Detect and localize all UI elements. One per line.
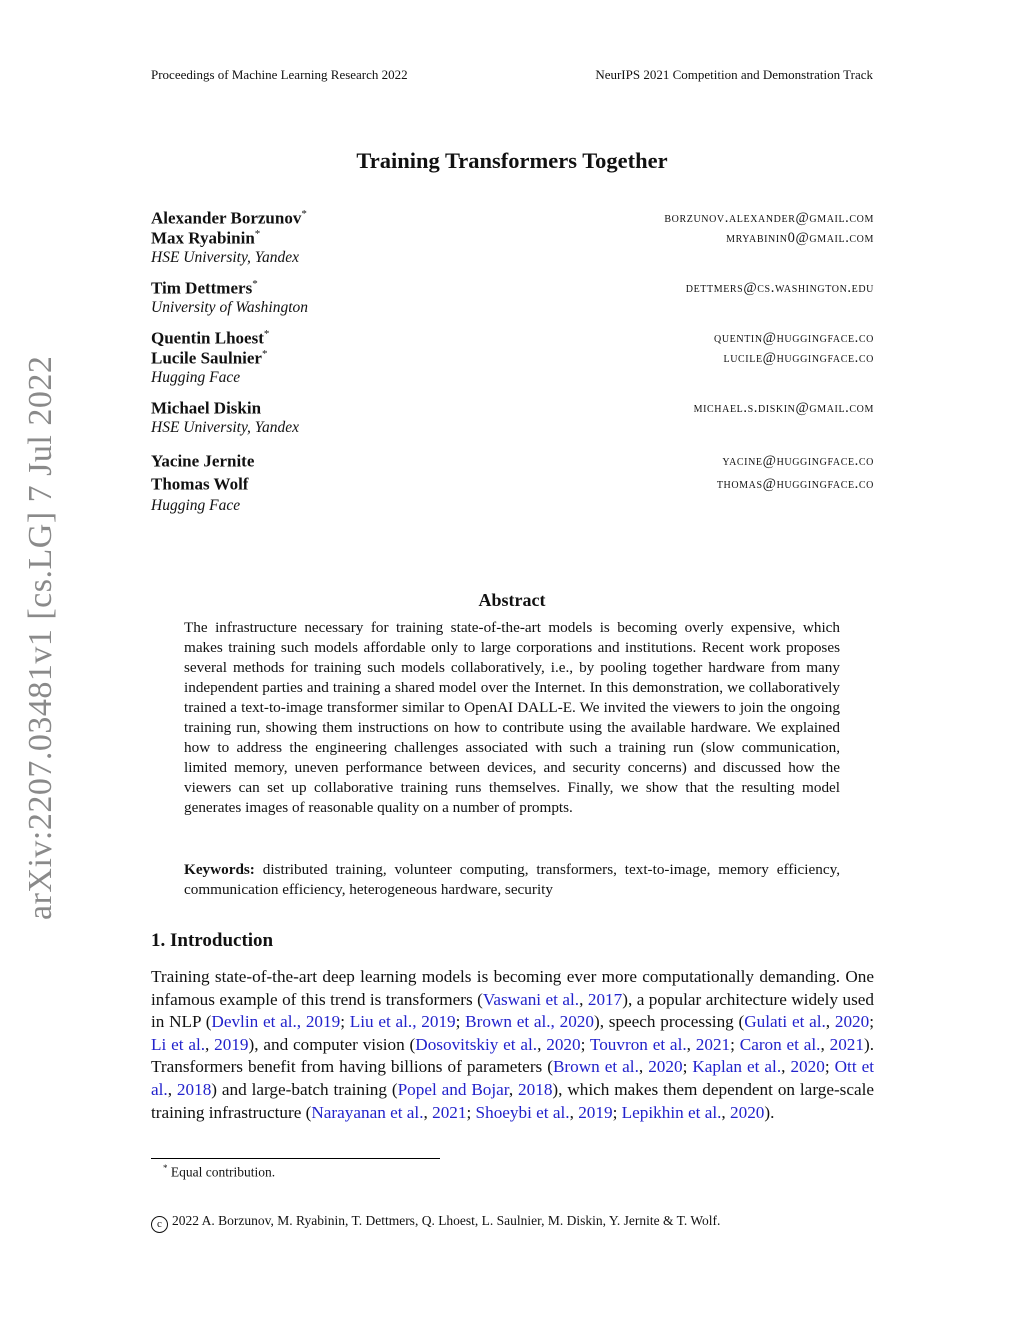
intro-text: ; <box>612 1102 622 1122</box>
intro-text: , <box>781 1057 791 1077</box>
intro-text: ), speech processing ( <box>593 1012 745 1032</box>
intro-text: ; <box>340 1012 350 1032</box>
running-header-right: NeurIPS 2021 Competition and Demonstration Track <box>595 67 873 82</box>
citation-link[interactable]: 2021 <box>829 1034 864 1054</box>
copyright-text: 2022 A. Borzunov, M. Ryabinin, T. Dettmers, Q. Lhoest, L. Saulnier, M. Diskin, Y. Jernite & T. Wolf. <box>172 1213 721 1228</box>
citation-link[interactable]: Kaplan et al. <box>692 1057 782 1077</box>
citation-link[interactable]: 2019 <box>578 1102 613 1122</box>
author-email[interactable]: thomas@huggingface.co <box>716 476 874 492</box>
author-name: Max Ryabinin* <box>151 228 261 248</box>
intro-text: ) and large-batch training ( <box>211 1079 398 1099</box>
author-name: Yacine Jernite <box>151 451 255 471</box>
intro-text: ), a popular architecture widely used in NLP ( <box>151 989 875 1032</box>
author-name: Quentin Lhoest* <box>151 328 270 348</box>
citation-link[interactable]: 2020 <box>730 1102 765 1122</box>
intro-text: ; <box>682 1057 693 1077</box>
author-email[interactable]: yacine@huggingface.co <box>722 453 874 469</box>
author-affiliation: HSE University, Yandex <box>151 419 299 436</box>
citation-link[interactable]: Lepikhin et al. <box>621 1102 722 1122</box>
intro-text: , <box>537 1034 547 1054</box>
author-email[interactable]: dettmers@cs.washington.edu <box>685 280 874 296</box>
intro-text: ; <box>466 1102 476 1122</box>
author-affiliation: University of Washington <box>151 299 309 316</box>
abstract-heading: Abstract <box>478 590 546 610</box>
citation-link[interactable]: Shoeybi et al. <box>475 1102 570 1122</box>
keywords-list: distributed training, volunteer computing, transformers, text-to-image, memory efficiency, communication efficiency, heterogeneous hardware, security <box>184 861 840 898</box>
citation-link[interactable]: Devlin et al., 2019 <box>211 1012 341 1032</box>
copyright-icon: c <box>151 1216 168 1233</box>
intro-text: ; <box>730 1034 740 1054</box>
section-heading-introduction: 1. Introduction <box>151 930 274 951</box>
intro-text: , <box>508 1079 519 1099</box>
author-affiliation: Hugging Face <box>151 369 241 386</box>
author-row <box>151 228 874 249</box>
citation-link[interactable]: Liu et al., 2019 <box>349 1012 456 1032</box>
author-row <box>151 474 874 495</box>
intro-text: , <box>721 1102 730 1122</box>
author-email[interactable]: michael.s.diskin@gmail.com <box>693 400 874 416</box>
author-affiliation: HSE University, Yandex <box>151 249 299 266</box>
author-affiliation: Hugging Face <box>151 497 241 514</box>
intro-text: , <box>825 1012 835 1032</box>
author-name: Tim Dettmers* <box>151 278 258 298</box>
footnote-text: Equal contribution. <box>170 1164 276 1180</box>
citation-link[interactable]: Gulati et al. <box>744 1012 826 1032</box>
citation-link[interactable]: Brown et al., 2020 <box>465 1012 594 1032</box>
intro-text: ; <box>580 1034 590 1054</box>
citation-link[interactable]: 2021 <box>432 1102 467 1122</box>
citation-link[interactable]: Vaswani et al. <box>482 989 580 1009</box>
author-row <box>151 328 874 349</box>
intro-text: ; <box>869 1012 874 1032</box>
citation-link[interactable]: 2018 <box>518 1079 553 1099</box>
author-email[interactable]: borzunov.alexander@gmail.com <box>664 210 874 226</box>
intro-text: , <box>820 1034 830 1054</box>
citation-link[interactable]: 2017 <box>587 989 623 1009</box>
abstract-body: The infrastructure necessary for training state-of-the-art models is becoming overly expensive, which makes training such models affordable only to large corporations and institutions. Recent work proposes several methods for training such models collaboratively, i.e., by pooling together hardware from many independent parties and training a shared model over the Internet. In this demonstration, we collaboratively trained a text-to-image transformer similar to OpenAI DALL-E. We invited the viewers to join the ongoing training run, showing them instructions on how to contribute using the available hardware. We explained how to address the engineering challenges associated with such a training run (slow communication, limited memory, uneven performance between devices, and security concerns) and discussed how the viewers can set up collaborative training runs themselves. Finally, we show that the resulting model generates images of reasonable quality on a number of prompts. <box>184 619 840 816</box>
author-name: Alexander Borzunov* <box>151 208 307 228</box>
running-header-left: Proceedings of Machine Learning Research 2022 <box>151 67 408 82</box>
citation-link[interactable]: Dosovitskiy et al. <box>415 1034 538 1054</box>
intro-text: , <box>686 1034 696 1054</box>
keywords-label: Keywords: <box>184 861 255 878</box>
intro-text: , <box>569 1102 579 1122</box>
arxiv-side-stamp-text: arXiv:2207.03481v1 [cs.LG] 7 Jul 2022 <box>22 355 59 920</box>
copyright-line <box>151 1213 720 1233</box>
citation-link[interactable]: Li et al. <box>151 1034 206 1054</box>
author-email[interactable]: lucile@huggingface.co <box>723 350 874 366</box>
keywords <box>184 860 840 900</box>
author-email[interactable]: quentin@huggingface.co <box>714 330 874 346</box>
intro-text: ), which makes them dependent on large-scale training infrastructure ( <box>151 1079 875 1122</box>
author-row <box>151 398 874 419</box>
paper-title: Training Transformers Together <box>356 148 668 173</box>
intro-text: , <box>579 989 588 1009</box>
citation-link[interactable]: 2018 <box>176 1079 212 1099</box>
author-name: Lucile Saulnier* <box>151 348 268 368</box>
citation-link[interactable]: Ott et al. <box>151 1057 875 1099</box>
author-row <box>151 208 874 229</box>
citation-link[interactable]: 2019 <box>214 1034 249 1054</box>
citation-link[interactable]: 2021 <box>695 1034 731 1054</box>
footnote-rule <box>151 1158 440 1159</box>
citation-link[interactable]: 2020 <box>790 1057 825 1077</box>
author-row <box>151 278 874 299</box>
intro-text: ; <box>455 1012 466 1032</box>
intro-text: ), and computer vision ( <box>248 1034 416 1054</box>
citation-link[interactable]: 2020 <box>648 1057 683 1077</box>
citation-link[interactable]: Brown et al. <box>552 1057 639 1077</box>
author-email[interactable]: mryabinin0@gmail.com <box>726 230 874 246</box>
citation-link[interactable]: 2020 <box>546 1034 581 1054</box>
author-row <box>151 451 874 472</box>
citation-link[interactable]: Caron et al. <box>739 1034 821 1054</box>
intro-text: ). <box>764 1102 775 1122</box>
intro-text: , <box>167 1079 177 1099</box>
author-name: Thomas Wolf <box>151 474 249 494</box>
citation-link[interactable]: Narayanan et al. <box>311 1102 424 1122</box>
introduction-paragraph <box>151 966 874 1124</box>
citation-link[interactable]: Popel and Bojar <box>397 1079 509 1099</box>
citation-link[interactable]: Touvron et al. <box>589 1034 687 1054</box>
citation-link[interactable]: 2020 <box>834 1012 870 1032</box>
intro-text: ). Transformers benefit from having billions of parameters ( <box>151 1034 875 1077</box>
intro-text: , <box>423 1102 433 1122</box>
intro-text: , <box>205 1034 215 1054</box>
footnote <box>163 1163 275 1181</box>
footnote-mark: * <box>163 1163 168 1173</box>
intro-text: ; <box>824 1057 835 1077</box>
author-name: Michael Diskin <box>151 398 262 418</box>
intro-text: Training state-of-the-art deep learning models is becoming ever more computationally demanding. One infamous example of this trend is transformers ( <box>151 967 874 1009</box>
intro-text: , <box>638 1057 649 1077</box>
author-row <box>151 348 874 369</box>
